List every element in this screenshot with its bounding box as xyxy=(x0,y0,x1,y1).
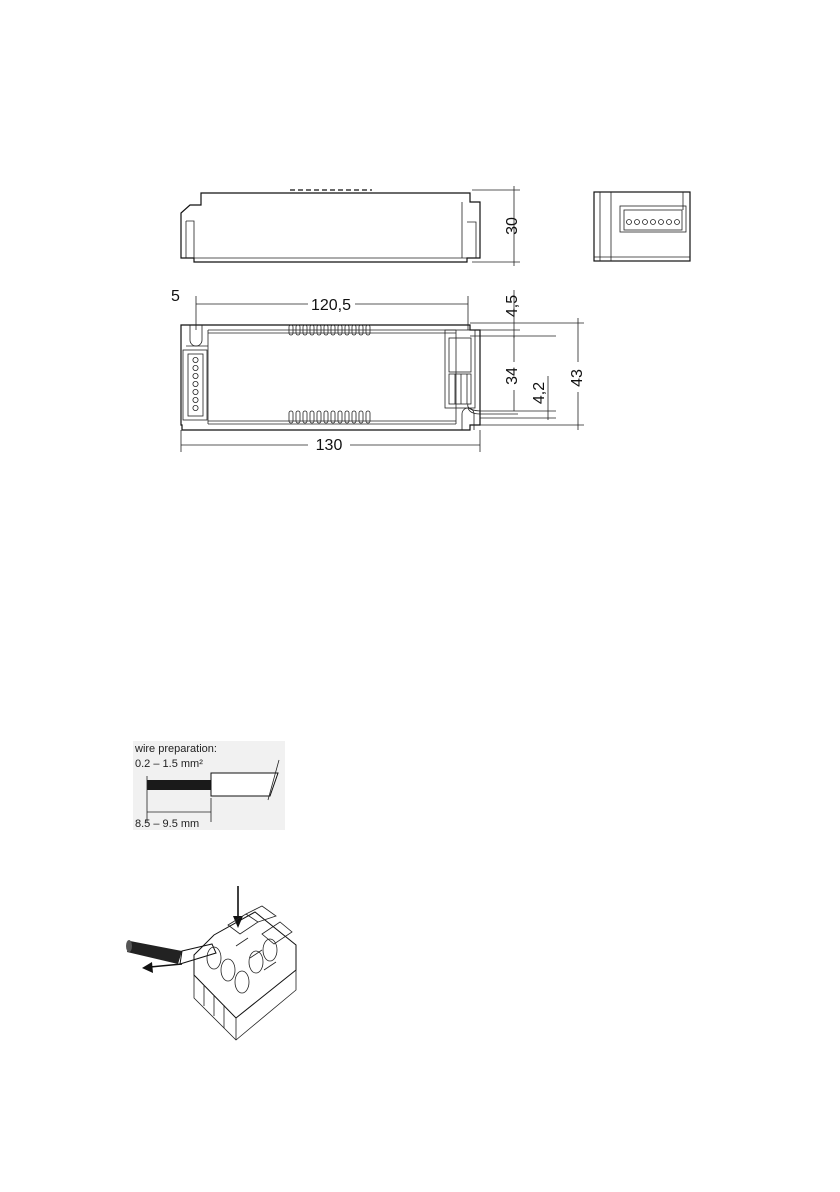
end-connector-pins xyxy=(627,220,680,225)
strip-length: 8.5 – 9.5 mm xyxy=(135,818,200,830)
total-length-dim: 130 xyxy=(315,437,343,454)
total-height-dim: 43 xyxy=(569,369,586,387)
terminal-illustration xyxy=(126,886,296,1040)
top-view xyxy=(171,288,586,454)
left-offset-dim: 5 xyxy=(171,288,180,305)
side-height-dim: 30 xyxy=(504,217,521,235)
left-connector-pins xyxy=(193,357,198,410)
wire-prep-title: wire preparation: xyxy=(135,743,217,755)
inner-height-dim: 34 xyxy=(504,367,521,385)
bottom-offset-dim: 4,2 xyxy=(531,381,548,405)
hole-spacing-dim: 120,5 xyxy=(310,297,352,314)
end-view xyxy=(594,192,690,261)
wire-cross-section: 0.2 – 1.5 mm² xyxy=(135,758,203,770)
top-offset-dim: 4,5 xyxy=(504,294,521,318)
wire-prep-figure xyxy=(133,741,285,830)
side-view xyxy=(181,186,521,266)
